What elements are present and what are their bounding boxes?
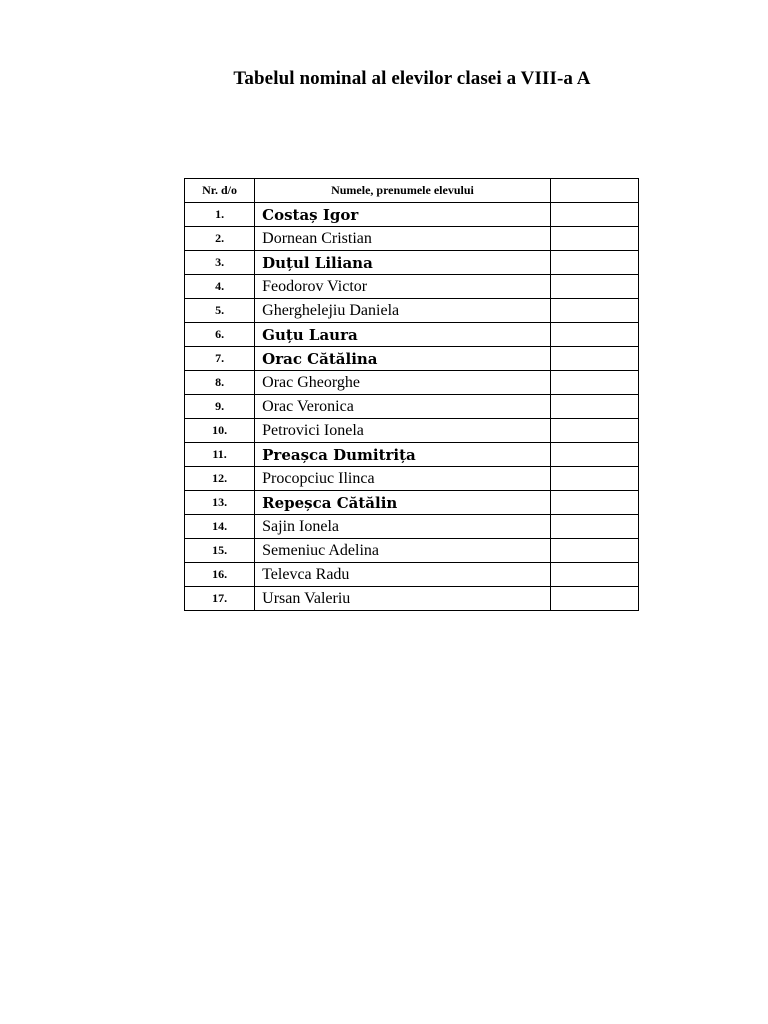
empty-cell [550,299,638,323]
student-name: Preașca Dumitrița [255,443,551,467]
table-row [185,347,639,371]
table-row [185,515,639,539]
row-number: 3. [185,251,255,275]
empty-cell [550,419,638,443]
table-row [185,227,639,251]
table-row [185,467,639,491]
row-number: 15. [185,539,255,563]
row-number: 16. [185,563,255,587]
table-row [185,539,639,563]
table-row [185,299,639,323]
student-name: Televca Radu [255,563,551,587]
header-extra [550,179,638,203]
table-row [185,419,639,443]
row-number: 10. [185,419,255,443]
table-row [185,251,639,275]
student-name: Procopciuc Ilinca [255,467,551,491]
student-name: Ursan Valeriu [255,587,551,611]
empty-cell [550,587,638,611]
row-number: 4. [185,275,255,299]
student-roster-table [184,178,639,611]
row-number: 5. [185,299,255,323]
row-number: 2. [185,227,255,251]
page-title: Tabelul nominal al elevilor clasei a VIII-a A [233,68,591,89]
row-number: 11. [185,443,255,467]
table-row [185,203,639,227]
student-name: Semeniuc Adelina [255,539,551,563]
student-name: Duțul Liliana [255,251,551,275]
empty-cell [550,323,638,347]
row-number: 7. [185,347,255,371]
student-name: Orac Cătălina [255,347,551,371]
table-row [185,587,639,611]
empty-cell [550,395,638,419]
table-row [185,275,639,299]
table-row [185,443,639,467]
table-row [185,371,639,395]
student-name: Orac Veronica [255,395,551,419]
empty-cell [550,347,638,371]
row-number: 9. [185,395,255,419]
student-name: Orac Gheorghe [255,371,551,395]
row-number: 13. [185,491,255,515]
row-number: 8. [185,371,255,395]
table-row [185,491,639,515]
row-number: 1. [185,203,255,227]
table-row [185,395,639,419]
row-number: 12. [185,467,255,491]
student-name: Gherghelejiu Daniela [255,299,551,323]
student-name: Guțu Laura [255,323,551,347]
table-header-row [185,179,639,203]
student-name: Costaș Igor [255,203,551,227]
empty-cell [550,467,638,491]
row-number: 17. [185,587,255,611]
empty-cell [550,203,638,227]
student-name: Sajin Ionela [255,515,551,539]
empty-cell [550,515,638,539]
table-row [185,563,639,587]
empty-cell [550,563,638,587]
empty-cell [550,227,638,251]
row-number: 14. [185,515,255,539]
row-number: 6. [185,323,255,347]
empty-cell [550,275,638,299]
table-row [185,323,639,347]
header-name: Numele, prenumele elevului [255,179,551,203]
student-name: Petrovici Ionela [255,419,551,443]
empty-cell [550,251,638,275]
student-name: Dornean Cristian [255,227,551,251]
student-name: Feodorov Victor [255,275,551,299]
empty-cell [550,443,638,467]
empty-cell [550,491,638,515]
empty-cell [550,371,638,395]
empty-cell [550,539,638,563]
header-nr: Nr. d/o [185,179,255,203]
table-body [185,203,639,611]
student-name: Repeșca Cătălin [255,491,551,515]
